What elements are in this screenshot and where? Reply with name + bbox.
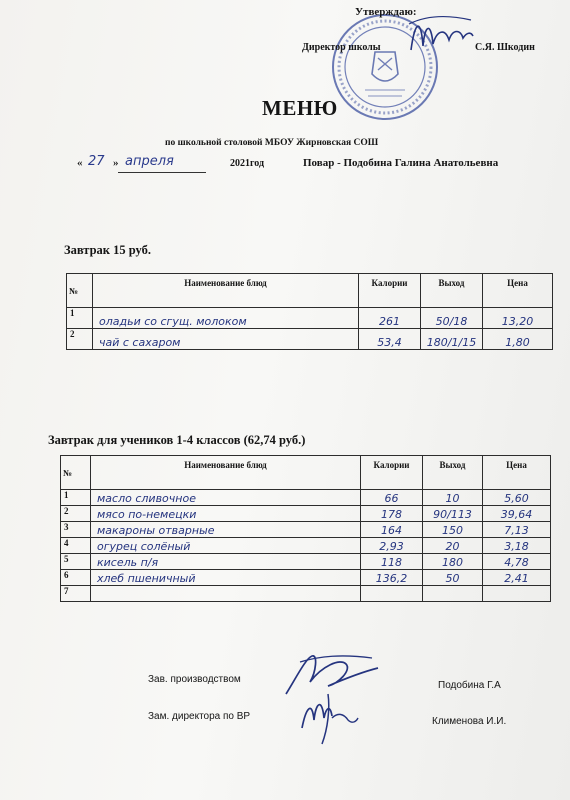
row-number: 2 xyxy=(67,329,93,350)
row-number: 1 xyxy=(61,490,91,506)
dish-calories: 178 xyxy=(361,506,423,522)
dish-name: оладьи со сгущ. молоком xyxy=(93,308,359,329)
column-header: Наименование блюд xyxy=(93,274,359,308)
dish-yield xyxy=(423,586,483,602)
dish-calories: 118 xyxy=(361,554,423,570)
dish-calories: 164 xyxy=(361,522,423,538)
dish-name: макароны отварные xyxy=(91,522,361,538)
table-row xyxy=(61,586,551,602)
dish-name: кисель п/я xyxy=(91,554,361,570)
date-close-quote: » xyxy=(113,157,119,169)
dish-calories xyxy=(361,586,423,602)
page-subtitle: по школьной столовой МБОУ Жирновская СОШ xyxy=(165,138,379,148)
table-row xyxy=(61,570,551,586)
dish-yield: 90/113 xyxy=(423,506,483,522)
date-day: 27 xyxy=(88,154,105,169)
production-head-role: Зав. производством xyxy=(148,674,241,685)
column-header: Калории xyxy=(361,456,423,490)
date-open-quote: « xyxy=(77,157,83,169)
dish-name: хлеб пшеничный xyxy=(91,570,361,586)
deputy-director-name: Клименова И.И. xyxy=(432,716,507,727)
row-number: 1 xyxy=(67,308,93,329)
dish-yield: 180 xyxy=(423,554,483,570)
column-header: Наименование блюд xyxy=(91,456,361,490)
table-header-row xyxy=(61,456,551,490)
breakfast-1-title: Завтрак 15 руб. xyxy=(64,243,151,257)
table-row xyxy=(61,538,551,554)
row-number: 5 xyxy=(61,554,91,570)
dish-name: огурец солёный xyxy=(91,538,361,554)
date-month: апреля xyxy=(125,154,174,169)
table-row xyxy=(61,506,551,522)
dish-price: 1,80 xyxy=(483,329,553,350)
director-role: Директор школы xyxy=(302,42,381,53)
dish-name: масло сливочное xyxy=(91,490,361,506)
dish-calories: 66 xyxy=(361,490,423,506)
row-number: 4 xyxy=(61,538,91,554)
dish-name xyxy=(91,586,361,602)
column-header: Цена xyxy=(483,274,553,308)
breakfast-1-table xyxy=(66,273,553,350)
column-header: Цена xyxy=(483,456,551,490)
dish-calories: 2,93 xyxy=(361,538,423,554)
director-signature xyxy=(405,10,477,60)
dish-name: мясо по-немецки xyxy=(91,506,361,522)
row-number: 6 xyxy=(61,570,91,586)
table-row xyxy=(61,490,551,506)
table-row xyxy=(67,329,553,350)
approval-label: Утверждаю: xyxy=(355,6,417,18)
date-underline xyxy=(118,172,206,173)
column-header: Выход xyxy=(423,456,483,490)
breakfast-2-title: Завтрак для учеников 1-4 классов (62,74 руб.) xyxy=(48,433,306,447)
dish-price: 39,64 xyxy=(483,506,551,522)
row-number: 2 xyxy=(61,506,91,522)
dish-yield: 10 xyxy=(423,490,483,506)
dish-yield: 20 xyxy=(423,538,483,554)
dish-yield: 150 xyxy=(423,522,483,538)
column-header: Калории xyxy=(359,274,421,308)
production-head-name: Подобина Г.А xyxy=(438,680,501,691)
column-header: № xyxy=(61,456,91,490)
table-header-row xyxy=(67,274,553,308)
dish-price: 2,41 xyxy=(483,570,551,586)
dish-price: 13,20 xyxy=(483,308,553,329)
row-number: 7 xyxy=(61,586,91,602)
dish-calories: 136,2 xyxy=(361,570,423,586)
page-title: МЕНЮ xyxy=(262,96,338,120)
director-name: С.Я. Шкодин xyxy=(475,42,535,53)
dish-yield: 50 xyxy=(423,570,483,586)
dish-price: 3,18 xyxy=(483,538,551,554)
column-header: Выход xyxy=(421,274,483,308)
dish-price xyxy=(483,586,551,602)
dish-price: 4,78 xyxy=(483,554,551,570)
dish-price: 5,60 xyxy=(483,490,551,506)
dish-yield: 180/1/15 xyxy=(421,329,483,350)
breakfast-2-table xyxy=(60,455,551,602)
dish-price: 7,13 xyxy=(483,522,551,538)
column-header: № xyxy=(67,274,93,308)
table-row xyxy=(61,522,551,538)
deputy-director-signature xyxy=(298,688,360,748)
date-year: 2021год xyxy=(230,158,265,169)
deputy-director-role: Зам. директора по ВР xyxy=(148,711,251,722)
dish-yield: 50/18 xyxy=(421,308,483,329)
cook-label: Повар - Подобина Галина Анатольевна xyxy=(303,157,499,169)
dish-calories: 53,4 xyxy=(359,329,421,350)
table-row xyxy=(67,308,553,329)
dish-calories: 261 xyxy=(359,308,421,329)
dish-name: чай с сахаром xyxy=(93,329,359,350)
table-row xyxy=(61,554,551,570)
row-number: 3 xyxy=(61,522,91,538)
